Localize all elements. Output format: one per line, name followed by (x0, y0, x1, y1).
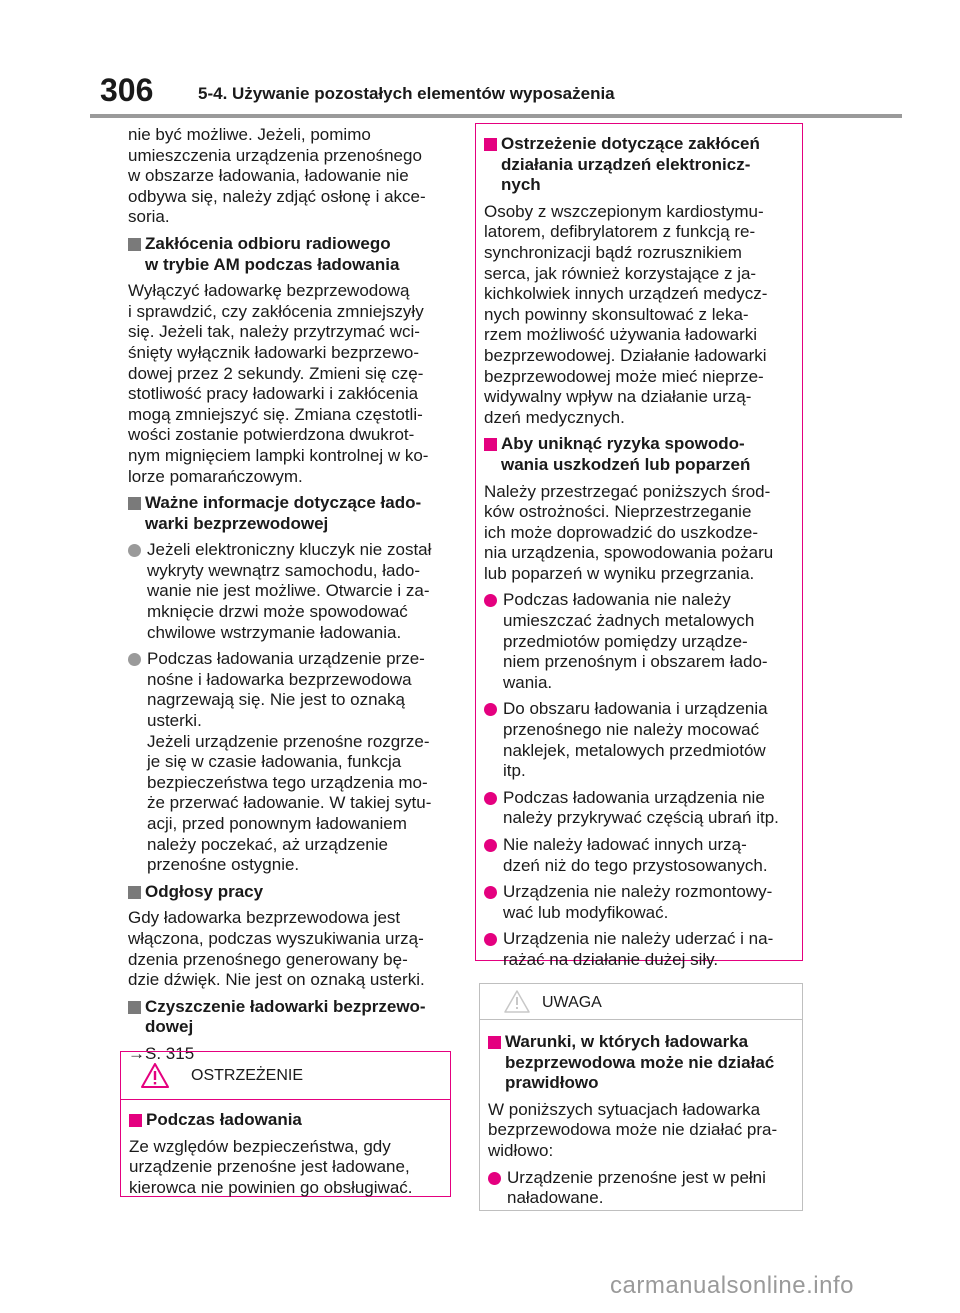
circle-bullet-icon (488, 1172, 501, 1185)
bullet-item (484, 882, 796, 923)
text-line: nośne i ładowarka bezprzewodowa (147, 669, 412, 689)
text-line: latorem, defibrylatorem z funkcją re- (484, 222, 756, 242)
text-line: lub poparzeń w wyniku przegrzania. (484, 563, 755, 583)
text-line: wać lub modyfikować. (503, 902, 669, 922)
text-line: włączona, podczas wyszukiwania urzą- (128, 928, 424, 948)
text-line: Do obszaru ładowania i urządzenia (503, 699, 768, 719)
header-rule (90, 114, 902, 118)
warning-triangle-icon (141, 1063, 169, 1088)
text-line: wości zostanie potwierdzona dwukrot- (128, 425, 415, 445)
text-line: je się w czasie ładowania, funkcja (147, 752, 402, 772)
text-line: dzie dźwięk. Nie jest on oznaką usterki. (128, 970, 425, 990)
bullet-item (484, 788, 796, 829)
text-line: wanie nie jest możliwe. Otwarcie i za- (147, 581, 430, 601)
heading-line: Ważne informacje dotyczące łado- (145, 493, 422, 513)
warning-box-body (484, 134, 796, 977)
heading-cleaning (128, 997, 451, 1038)
bullet-item (484, 929, 796, 970)
text-line: się. Jeżeli tak, należy przytrzymać wci- (128, 322, 420, 342)
circle-bullet-icon (128, 544, 141, 557)
text-line: mknięcie drzwi może spowodować (147, 602, 408, 622)
text-line: Jeżeli urządzenie przenośne rozgrze- (147, 731, 430, 751)
notice-paragraph (488, 1100, 796, 1162)
text-line: itp. (503, 761, 526, 781)
text-line: nych powinny skonsultować z leka- (484, 304, 749, 324)
section-title: 5-4. Używanie pozostałych elementów wyposażenia (198, 84, 615, 103)
text-line: dzenia przenośnego generowany bę- (128, 949, 408, 969)
avoid-damage-paragraph (484, 482, 796, 585)
heading-operating-sounds (128, 882, 451, 903)
heading-line: Odgłosy pracy (145, 881, 264, 901)
square-bullet-icon (128, 1001, 141, 1014)
text-line: Nie należy ładować innych urzą- (503, 835, 747, 854)
square-bullet-icon (484, 138, 497, 151)
bullet-item (484, 835, 796, 876)
am-interference-paragraph (128, 281, 451, 487)
text-line: rzem możliwość używania ładowarki (484, 325, 758, 345)
heading-line: bezprzewodowa może nie działać (505, 1052, 775, 1072)
heading-line: Czyszczenie ładowarki bezprzewo- (145, 996, 426, 1016)
text-line: przenośne ostygnie. (147, 855, 300, 875)
warning-box-charging (120, 1051, 451, 1197)
text-line: w obszarze ładowania, ładowanie nie (128, 166, 409, 186)
text-line: śnięty wyłącznik ładowarki bezprzewo- (128, 342, 420, 362)
notice-title: UWAGA (542, 994, 602, 1011)
heading-while-charging (129, 1110, 444, 1131)
heading-line: nych (501, 175, 541, 195)
text-line: mogą zmniejszyć się. Zmiana częstotli- (128, 404, 423, 424)
text-line: Podczas ładowania urządzenia nie (503, 787, 765, 807)
text-line: Urządzenia nie należy uderzać i na- (503, 929, 774, 949)
text-line: bezprzewodowej może mieć nieprze- (484, 366, 764, 386)
text-line: Należy przestrzegać poniższych środ- (484, 481, 771, 501)
text-line: Urządzenia nie należy rozmontowy- (503, 882, 773, 902)
text-line: umieszczać żadnych metalowych (503, 611, 755, 631)
notice-box-body (488, 1032, 796, 1215)
text-line: dzeń niż do tego przystosowanych. (503, 855, 768, 875)
square-bullet-icon (129, 1114, 142, 1127)
text-line: bezprzewodowa może nie działać pra- (488, 1120, 778, 1140)
text-line: Gdy ładowarka bezprzewodowa jest (128, 908, 401, 928)
heading-line: warki bezprzewodowej (145, 513, 329, 533)
text-line: stotliwość pracy ładowarki i zakłócenia (128, 384, 419, 404)
text-line: Jeżeli elektroniczny kluczyk nie został (147, 540, 432, 560)
heading-line: dowej (145, 1017, 194, 1037)
text-line: bezpieczeństwa tego urządzenia mo- (147, 772, 428, 792)
text-line: naklejek, metalowych przedmiotów (503, 740, 766, 760)
text-line: serca, jak również korzystające z ja- (484, 263, 757, 283)
bullet-item (484, 699, 796, 781)
text-line: soria. (128, 207, 170, 227)
notice-box-title-bar (480, 984, 802, 1020)
bullet-item (488, 1168, 796, 1209)
page-reference-link[interactable]: →S. 315 (128, 1043, 195, 1063)
text-line: lorze pomarańczowym. (128, 466, 303, 486)
bullet-item (484, 590, 796, 693)
text-line: ków ostrożności. Nieprzestrzeganie (484, 502, 752, 522)
text-line: widywalny wpływ na działanie urzą- (484, 387, 752, 407)
text-line: należy przykrywać częścią ubrań itp. (503, 808, 779, 828)
square-bullet-icon (128, 497, 141, 510)
text-line: widłowo: (488, 1140, 554, 1160)
text-line: synchronizacji bądź rozrusznikiem (484, 242, 742, 262)
heading-line: Aby uniknąć ryzyka spowodo- (501, 434, 745, 454)
heading-conditions (488, 1032, 796, 1094)
warning-title: OSTRZEŻENIE (191, 1067, 304, 1084)
operating-sounds-paragraph (128, 908, 451, 990)
text-line: nie być możliwe. Jeżeli, pomimo (128, 125, 371, 144)
text-line: umieszczenia urządzenia przenośnego (128, 145, 422, 165)
text-line: Wyłączyć ładowarkę bezprzewodową (128, 281, 410, 301)
square-bullet-icon (484, 438, 497, 451)
page-number: 306 (100, 72, 154, 108)
square-bullet-icon (488, 1036, 501, 1049)
circle-bullet-icon (484, 886, 497, 899)
heading-line: prawidłowo (505, 1073, 599, 1093)
text-line: chwilowe wstrzymanie ładowania. (147, 622, 402, 642)
text-line: dzeń medycznych. (484, 407, 625, 427)
text-line: ich może doprowadzić do uszkodze- (484, 522, 759, 542)
text-line: i sprawdzić, czy zakłócenia zmniejszyły (128, 301, 424, 321)
circle-bullet-icon (128, 653, 141, 666)
left-column (128, 125, 451, 1071)
heading-line: Warunki, w których ładowarka (505, 1032, 749, 1051)
circle-bullet-icon (484, 594, 497, 607)
heading-line: wania uszkodzeń lub poparzeń (501, 454, 751, 474)
text-line: urządzenie przenośne jest ładowane, (129, 1157, 410, 1177)
bullet-item (128, 649, 451, 876)
warning-box-title-bar (121, 1052, 450, 1100)
electronic-interference-paragraph (484, 202, 796, 429)
text-line: Ze względów bezpieczeństwa, gdy (129, 1136, 391, 1156)
notice-box (479, 983, 803, 1211)
text-line: Osoby z wszczepionym kardiostymu- (484, 201, 764, 221)
text-line: kierowca nie powinien go obsługiwać. (129, 1177, 413, 1197)
warning-box-body (129, 1110, 444, 1204)
text-line: wania. (503, 672, 553, 692)
notice-triangle-icon (504, 990, 530, 1013)
heading-line: Podczas ładowania (146, 1110, 302, 1129)
circle-bullet-icon (484, 933, 497, 946)
text-line: niem przenośnym i obszarem łado- (503, 652, 768, 672)
heading-important-info (128, 493, 451, 534)
text-line: odbywa się, należy zdjąć osłonę i akce- (128, 186, 426, 206)
circle-bullet-icon (484, 792, 497, 805)
square-bullet-icon (128, 886, 141, 899)
text-line: Podczas ładowania nie należy (503, 590, 731, 610)
text-line: Urządzenie przenośne jest w pełni (507, 1167, 766, 1187)
text-line: naładowane. (507, 1188, 604, 1208)
text-line: przenośnego nie należy mocować (503, 720, 760, 740)
heading-line: w trybie AM podczas ładowania (145, 254, 400, 274)
text-line: wykryty wewnątrz samochodu, łado- (147, 560, 421, 580)
heading-avoid-damage (484, 434, 796, 475)
text-line: Podczas ładowania urządzenie prze- (147, 649, 425, 669)
circle-bullet-icon (484, 703, 497, 716)
warning-box-electronic-devices (475, 123, 803, 969)
text-line: że przerwać ładowanie. W takiej sytu- (147, 793, 432, 813)
text-line: usterki. (147, 711, 202, 731)
text-line: W poniższych sytuacjach ładowarka (488, 1099, 761, 1119)
page-header (90, 72, 902, 118)
text-line: kichkolwiek innych urządzeń medycz- (484, 284, 768, 304)
bullet-item (128, 540, 451, 643)
heading-line: Ostrzeżenie dotyczące zakłóceń (501, 134, 760, 153)
text-line: nym mignięciem lampki kontrolnej w ko- (128, 445, 429, 465)
warning-paragraph (129, 1137, 444, 1199)
text-line: dowej przez 2 sekundy. Zmieni się czę- (128, 363, 424, 383)
heading-electronic-interference (484, 134, 796, 196)
text-line: rażać na działanie dużej siły. (503, 949, 719, 969)
circle-bullet-icon (484, 839, 497, 852)
heading-am-interference (128, 234, 451, 275)
text-line: acji, przed ponownym ładowaniem (147, 814, 407, 833)
intro-paragraph (128, 125, 451, 228)
heading-line: Zakłócenia odbioru radiowego (145, 233, 391, 253)
heading-line: działania urządzeń elektronicz- (501, 154, 751, 174)
text-line: należy poczekać, aż urządzenie (147, 834, 388, 854)
text-line: nagrzewają się. Nie jest to oznaką (147, 690, 405, 710)
square-bullet-icon (128, 238, 141, 251)
text-line: bezprzewodowej. Działanie ładowarki (484, 345, 767, 365)
text-line: nia urządzenia, spowodowania pożaru (484, 543, 774, 563)
footer-watermark: carmanualsonline.info (610, 1272, 854, 1299)
text-line: przedmiotów pomiędzy urządze- (503, 631, 748, 651)
